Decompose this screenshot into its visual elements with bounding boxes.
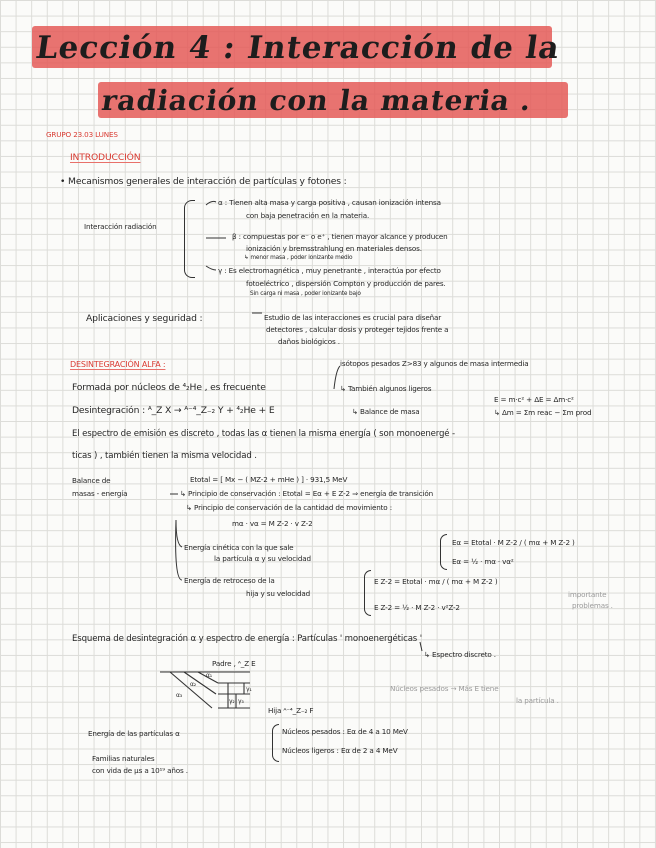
intro-alpha-line1: α : Tienen alta masa y carga positiva , causan ionización intensa	[218, 198, 441, 207]
alpha-decay-heading: DESINTEGRACIÓN ALFA :	[70, 360, 166, 369]
energy-equation: E = m·c² + ΔE = Δm·c²	[494, 395, 574, 404]
isotopes-note: isótopos pesados Z>83 y algunos de masa intermedia	[340, 359, 529, 368]
intro-gamma-line2: fotoeléctrico , dispersión Compton y producción de pares.	[246, 279, 446, 288]
kinetic-label-2: la partícula α y su velocidad	[214, 554, 311, 563]
scheme-label-a2: α₂	[190, 681, 197, 688]
recoil-energy-equation: E Z-2 = Etotal · mα / ( mα + M Z-2 )	[374, 577, 498, 586]
kinetic-label-1: Energía cinética con la que sale	[184, 543, 294, 552]
intro-alpha-line2: con baja penetración en la materia.	[246, 211, 370, 220]
particle-energy-label: Energía de las partículas α	[88, 729, 180, 738]
balance-label-2: masas - energía	[72, 489, 128, 498]
conservation-principle: ↳ Principio de conservación : Etotal = Eα + E Z-2 ⇒ energía de transición	[180, 489, 434, 498]
alpha-velocity-equation: Eα = ½ · mα · vα²	[452, 557, 514, 566]
important-note-1: importante	[568, 590, 607, 599]
spectrum-line2: ticas ) , también tienen la misma velocidad .	[72, 451, 257, 461]
families-line2: con vida de μs a 10¹⁹ años .	[92, 766, 188, 775]
families-line1: Familias naturales	[92, 754, 155, 763]
scheme-heading: Esquema de desintegración α y espectro de energía : Partículas ' monoenergéticas '	[72, 634, 422, 644]
applications-line3: daños biológicos .	[278, 337, 340, 346]
intro-beta-line1: β : compuestas por e⁻ o e⁺ , tienen mayor alcance y producen	[232, 232, 448, 241]
intro-beta-note: ↳ menor masa , poder ionizante medio	[244, 255, 353, 261]
page-title-line-1: Lección 4 : Interacción de la	[33, 30, 563, 66]
intro-heading: INTRODUCCIÓN	[70, 152, 141, 163]
intro-bullet: • Mecanismos generales de interacción de partículas y fotones :	[60, 176, 347, 187]
recoil-label-2: hija y su velocidad	[246, 589, 311, 598]
date-label: GRUPO 23.03 LUNES	[46, 130, 118, 139]
scheme-parent: Padre , ᴬ_Z E	[212, 659, 256, 668]
heavy-nuclei-note-1: Núcleos pesados → Más E tiene	[390, 684, 499, 693]
intro-gamma-note: Sin carga ni masa , poder ionizante bajo	[250, 291, 361, 297]
light-nuclei-energy: Núcleos ligeros : Eα de 2 a 4 MeV	[282, 746, 398, 755]
scheme-label-a3: α₃	[176, 692, 183, 699]
intro-interaction-label: Interacción radiación	[84, 222, 157, 231]
important-note-2: problemas .	[572, 601, 613, 610]
disintegration-equation: Desintegración : ᴬ_Z X → ᴬ⁻⁴_Z₋₂ Y + ⁴₂He + E	[72, 405, 275, 416]
spectrum-line1: El espectro de emisión es discreto , todas las α tienen la misma energía ( son monoenergé -	[72, 429, 455, 439]
applications-line2: detectores , calcular dosis y proteger tejidos frente a	[266, 325, 449, 334]
balance-label-1: Balance de	[72, 476, 111, 485]
applications-label: Aplicaciones y seguridad :	[86, 313, 203, 324]
scheme-discrete: ↳ Espectro discreto .	[424, 650, 496, 659]
scheme-label-g3: γ₃	[238, 698, 244, 705]
alpha-formed: Formada por núcleos de ⁴₂He , es frecuente	[72, 382, 266, 393]
recoil-label-1: Energía de retroceso de la	[184, 576, 275, 585]
etotal-equation: Etotal = [ Mx − ( MZ-2 + mHe ) ] · 931,5 MeV	[190, 475, 348, 484]
page-title-line-2: radiación con la materia .	[99, 84, 534, 117]
intro-beta-line2: ionización y bremsstrahlung en materiales densos.	[246, 244, 422, 253]
delta-m-equation: ↳ Δm = Σm reac − Σm prod	[494, 408, 592, 417]
intro-gamma-line1: γ : Es electromagnética , muy penetrante , interactúa por efecto	[218, 266, 441, 275]
mass-balance: ↳ Balance de masa	[352, 407, 420, 416]
recoil-velocity-equation: E Z-2 = ½ · M Z-2 · v²Z-2	[374, 603, 460, 612]
momentum-principle: ↳ Principio de conservación de la cantidad de movimiento :	[186, 503, 392, 512]
scheme-daughter: Hija ᴬ⁻⁴_Z₋₂ F	[268, 706, 314, 715]
momentum-equation: mα · vα = M Z-2 · v Z-2	[232, 519, 313, 528]
alpha-formed-note: ↳ También algunos ligeros	[340, 384, 432, 393]
scheme-label-g2: γ₂	[229, 698, 235, 705]
applications-line1: Estudio de las interacciones es crucial para diseñar	[264, 313, 442, 322]
heavy-nuclei-note-2: la partícula .	[516, 696, 559, 705]
scheme-label-a1: α₁	[206, 672, 213, 679]
alpha-energy-equation: Eα = Etotal · M Z-2 / ( mα + M Z-2 )	[452, 538, 575, 547]
scheme-label-g1: γ₁	[246, 686, 252, 693]
heavy-nuclei-energy: Núcleos pesados : Eα de 4 a 10 MeV	[282, 727, 408, 736]
